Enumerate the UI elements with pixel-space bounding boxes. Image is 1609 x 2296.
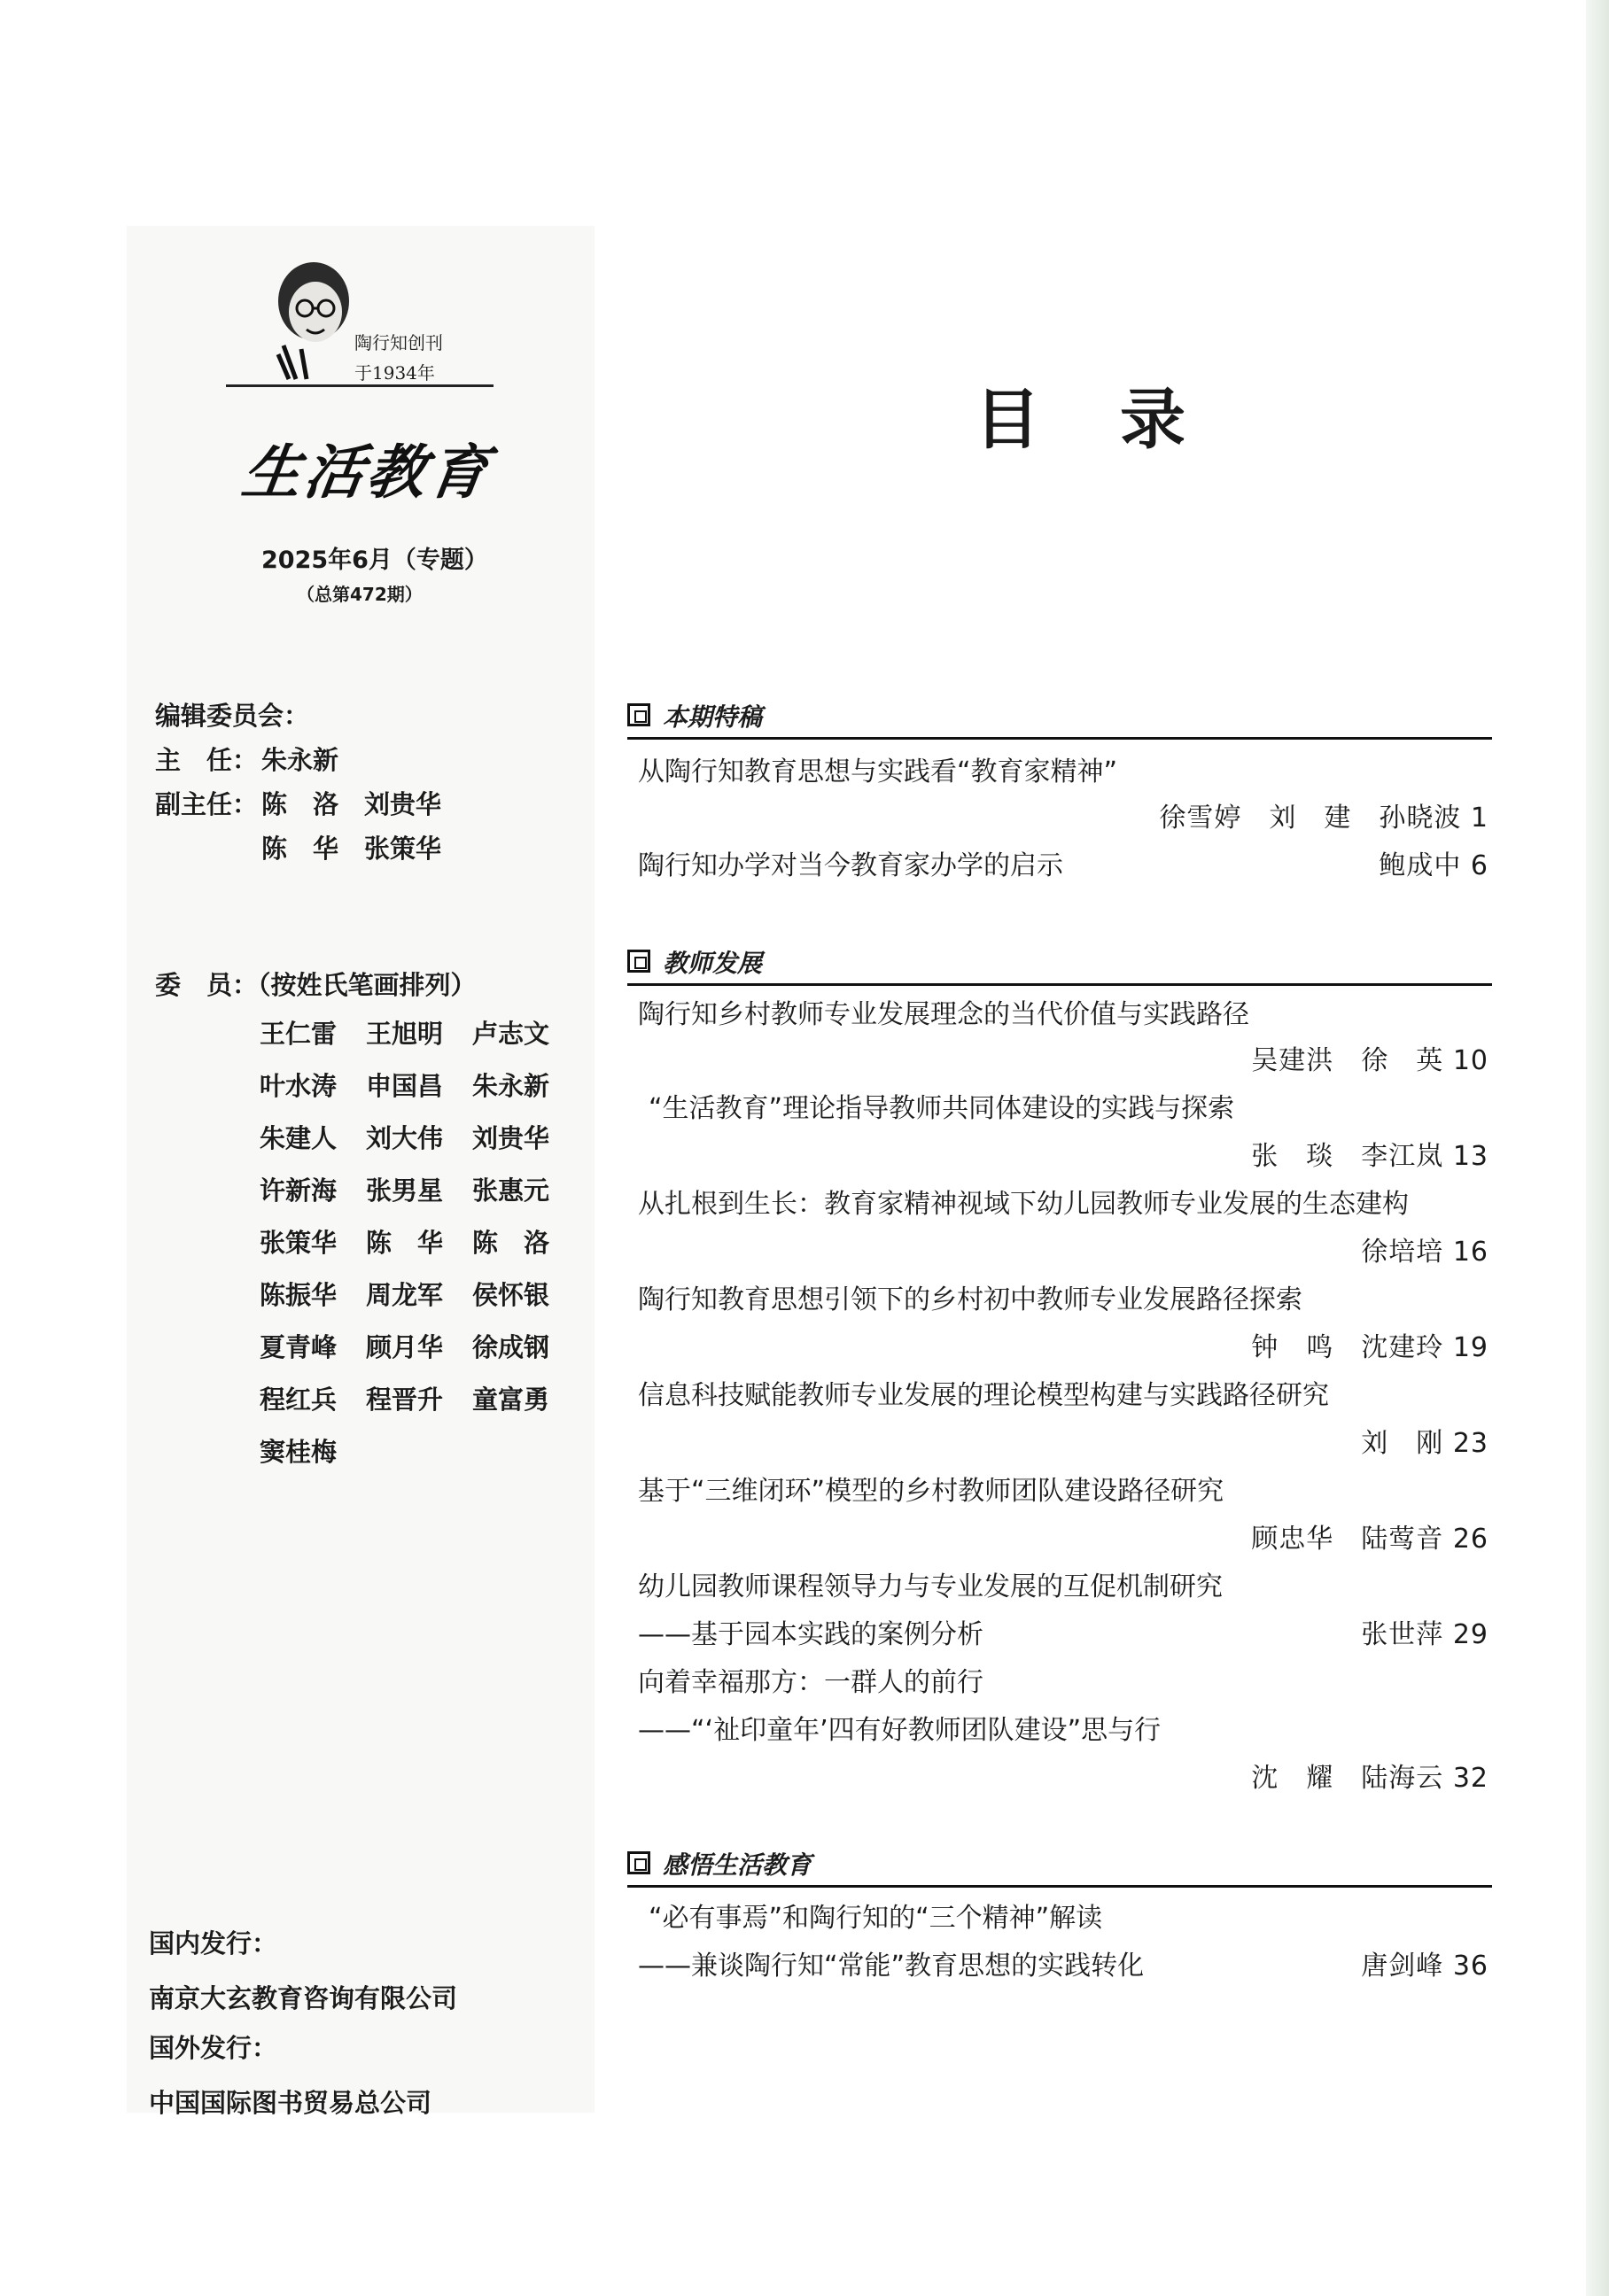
- toc-entry-title: ——兼谈陶行知“常能”教育思想的实践转化: [638, 1951, 1145, 1982]
- member-name: 张策华: [260, 1228, 338, 1258]
- member-name: 朱永新: [472, 1071, 550, 1101]
- toc-entry[interactable]: [638, 1373, 1489, 1417]
- section-title: 本期特稿: [663, 702, 763, 732]
- issue-date: 2025年6月（专题）: [261, 547, 488, 574]
- page-edge: [1586, 0, 1609, 2296]
- foreign-distribution-label: 国外发行：: [149, 2033, 278, 2063]
- founded-line-1: 陶行知创刊: [354, 332, 443, 353]
- member-name: 张惠元: [472, 1175, 550, 1206]
- member-name: 童富勇: [472, 1385, 550, 1415]
- vice-director-label: 副主任：: [155, 789, 259, 819]
- toc-entry-title: 从陶行知教育思想与实践看“教育家精神”: [638, 756, 1118, 787]
- member-name: 卢志文: [472, 1019, 550, 1049]
- vice-director-line-1: 陈 洛 刘贵华: [261, 789, 442, 819]
- members-label: 委 员：（按姓氏笔画排列）: [155, 970, 477, 1000]
- logo-rule: [226, 384, 494, 387]
- member-name: 夏青峰: [260, 1332, 338, 1362]
- member-name: 张男星: [366, 1175, 444, 1206]
- member-name: 王旭明: [366, 1019, 444, 1049]
- toc-entry[interactable]: [638, 1086, 1489, 1130]
- toc-entry-authors: 张 琰 李江岚 13: [1251, 1141, 1489, 1172]
- issue-total: （总第472期）: [297, 584, 423, 605]
- toc-entry[interactable]: [638, 1469, 1489, 1513]
- toc-entry-title: 基于“三维闭环”模型的乡村教师团队建设路径研究: [638, 1476, 1224, 1507]
- founded-line-2: 于1934年: [354, 362, 435, 384]
- toc-entry[interactable]: [638, 1182, 1489, 1226]
- member-name: 叶水涛: [260, 1071, 338, 1101]
- toc-entry-title: 从扎根到生长：教育家精神视域下幼儿园教师专业发展的生态建构: [638, 1189, 1409, 1220]
- contents-heading: 目录: [975, 382, 1265, 458]
- toc-entry[interactable]: [638, 1756, 1489, 1800]
- toc-entry[interactable]: [638, 843, 1489, 888]
- toc-entry-authors: 张世萍 29: [1361, 1619, 1489, 1650]
- toc-entry[interactable]: [638, 1660, 1489, 1704]
- members-grid: [260, 1014, 579, 1485]
- members-row: [260, 1171, 579, 1223]
- toc-entry[interactable]: [638, 1943, 1489, 1988]
- toc-entry-title: 陶行知教育思想引领下的乡村初中教师专业发展路径探索: [638, 1284, 1302, 1315]
- toc-entry[interactable]: [638, 1229, 1489, 1274]
- toc-entry[interactable]: [638, 1277, 1489, 1322]
- member-name: 顾月华: [366, 1332, 444, 1362]
- toc-entry-title: ——“‘祉印童年’四有好教师团队建设”思与行: [638, 1715, 1162, 1746]
- toc-entry-authors: 徐雪婷 刘 建 孙晓波 1: [1159, 803, 1489, 834]
- toc-entry-authors: 钟 鸣 沈建玲 19: [1251, 1332, 1489, 1363]
- toc-entry[interactable]: [638, 1896, 1489, 1940]
- committee-label: 编辑委员会：: [155, 701, 310, 731]
- tao-xingzhi-portrait: [266, 257, 361, 381]
- founded-note: [354, 328, 487, 388]
- toc-entry-authors: 顾忠华 陆莺音 26: [1251, 1524, 1489, 1555]
- members-row: [260, 1119, 579, 1171]
- vice-director-line-2: 陈 华 张策华: [261, 834, 442, 864]
- toc-entry-title: 幼儿园教师课程领导力与专业发展的互促机制研究: [638, 1571, 1223, 1602]
- toc-entry[interactable]: [638, 1038, 1489, 1082]
- members-row: [260, 1380, 579, 1432]
- member-name: 王仁雷: [260, 1019, 338, 1049]
- toc-entry-authors: 刘 刚 23: [1361, 1428, 1489, 1459]
- members-row: [260, 1067, 579, 1119]
- magazine-title: 生活教育: [237, 438, 496, 507]
- section-rule: [627, 983, 1492, 986]
- toc-entry[interactable]: [638, 1564, 1489, 1609]
- member-name: 朱建人: [260, 1123, 338, 1153]
- members-row: [260, 1014, 579, 1067]
- director-label: 主 任：: [155, 745, 259, 775]
- toc-entry-authors: 鲍成中 6: [1379, 850, 1489, 881]
- toc-entry[interactable]: [638, 1421, 1489, 1465]
- member-name: 陈 洛: [472, 1228, 550, 1258]
- section-rule: [627, 1885, 1492, 1888]
- section-title: 感悟生活教育: [663, 1850, 812, 1880]
- section-rule: [627, 737, 1492, 740]
- members-row: [260, 1276, 579, 1328]
- toc-entry-title: “必有事焉”和陶行知的“三个精神”解读: [649, 1903, 1103, 1934]
- domestic-distributor: 南京大玄教育咨询有限公司: [149, 1983, 458, 2013]
- toc-entry[interactable]: [638, 1708, 1489, 1752]
- member-name: 陈 华: [366, 1228, 444, 1258]
- member-name: 刘大伟: [366, 1123, 444, 1153]
- director-name: 朱永新: [261, 745, 339, 775]
- toc-entry-title: 陶行知办学对当今教育家办学的启示: [638, 850, 1063, 881]
- toc-entry[interactable]: [638, 795, 1489, 840]
- toc-entry-title: 向着幸福那方：一群人的前行: [638, 1667, 983, 1698]
- toc-entry[interactable]: [638, 749, 1489, 794]
- member-name: 程红兵: [260, 1385, 338, 1415]
- members-row: [260, 1328, 579, 1380]
- member-name: 申国昌: [366, 1071, 444, 1101]
- section-box-icon: [627, 1851, 650, 1874]
- section-box-icon: [627, 703, 650, 726]
- member-name: 窦桂梅: [260, 1437, 338, 1467]
- member-name: 刘贵华: [472, 1123, 550, 1153]
- foreign-distributor: 中国国际图书贸易总公司: [149, 2088, 432, 2118]
- section-title: 教师发展: [663, 949, 763, 978]
- toc-entry-title: 信息科技赋能教师专业发展的理论模型构建与实践路径研究: [638, 1380, 1329, 1411]
- members-row: [260, 1223, 579, 1276]
- section-box-icon: [627, 950, 650, 973]
- toc-entry-authors: 沈 耀 陆海云 32: [1251, 1763, 1489, 1794]
- toc-entry-title: ——基于园本实践的案例分析: [638, 1619, 983, 1650]
- toc-entry[interactable]: [638, 1612, 1489, 1656]
- member-name: 程晋升: [366, 1385, 444, 1415]
- toc-entry-authors: 吴建洪 徐 英 10: [1251, 1045, 1489, 1076]
- toc-entry[interactable]: [638, 1325, 1489, 1369]
- toc-entry-title: 陶行知乡村教师专业发展理念的当代价值与实践路径: [638, 999, 1249, 1030]
- toc-entry-title: “生活教育”理论指导教师共同体建设的实践与探索: [649, 1093, 1235, 1124]
- member-name: 周龙军: [366, 1280, 444, 1310]
- toc-entry[interactable]: [638, 1134, 1489, 1178]
- member-name: 陈振华: [260, 1280, 338, 1310]
- domestic-distribution-label: 国内发行：: [149, 1928, 278, 1959]
- members-row: [260, 1432, 579, 1485]
- member-name: 徐成钢: [472, 1332, 550, 1362]
- toc-entry-authors: 唐剑峰 36: [1361, 1951, 1489, 1982]
- toc-entry[interactable]: [638, 992, 1489, 1036]
- member-name: 许新海: [260, 1175, 338, 1206]
- toc-entry-authors: 徐培培 16: [1361, 1237, 1489, 1268]
- member-name: 侯怀银: [472, 1280, 550, 1310]
- toc-entry[interactable]: [638, 1516, 1489, 1561]
